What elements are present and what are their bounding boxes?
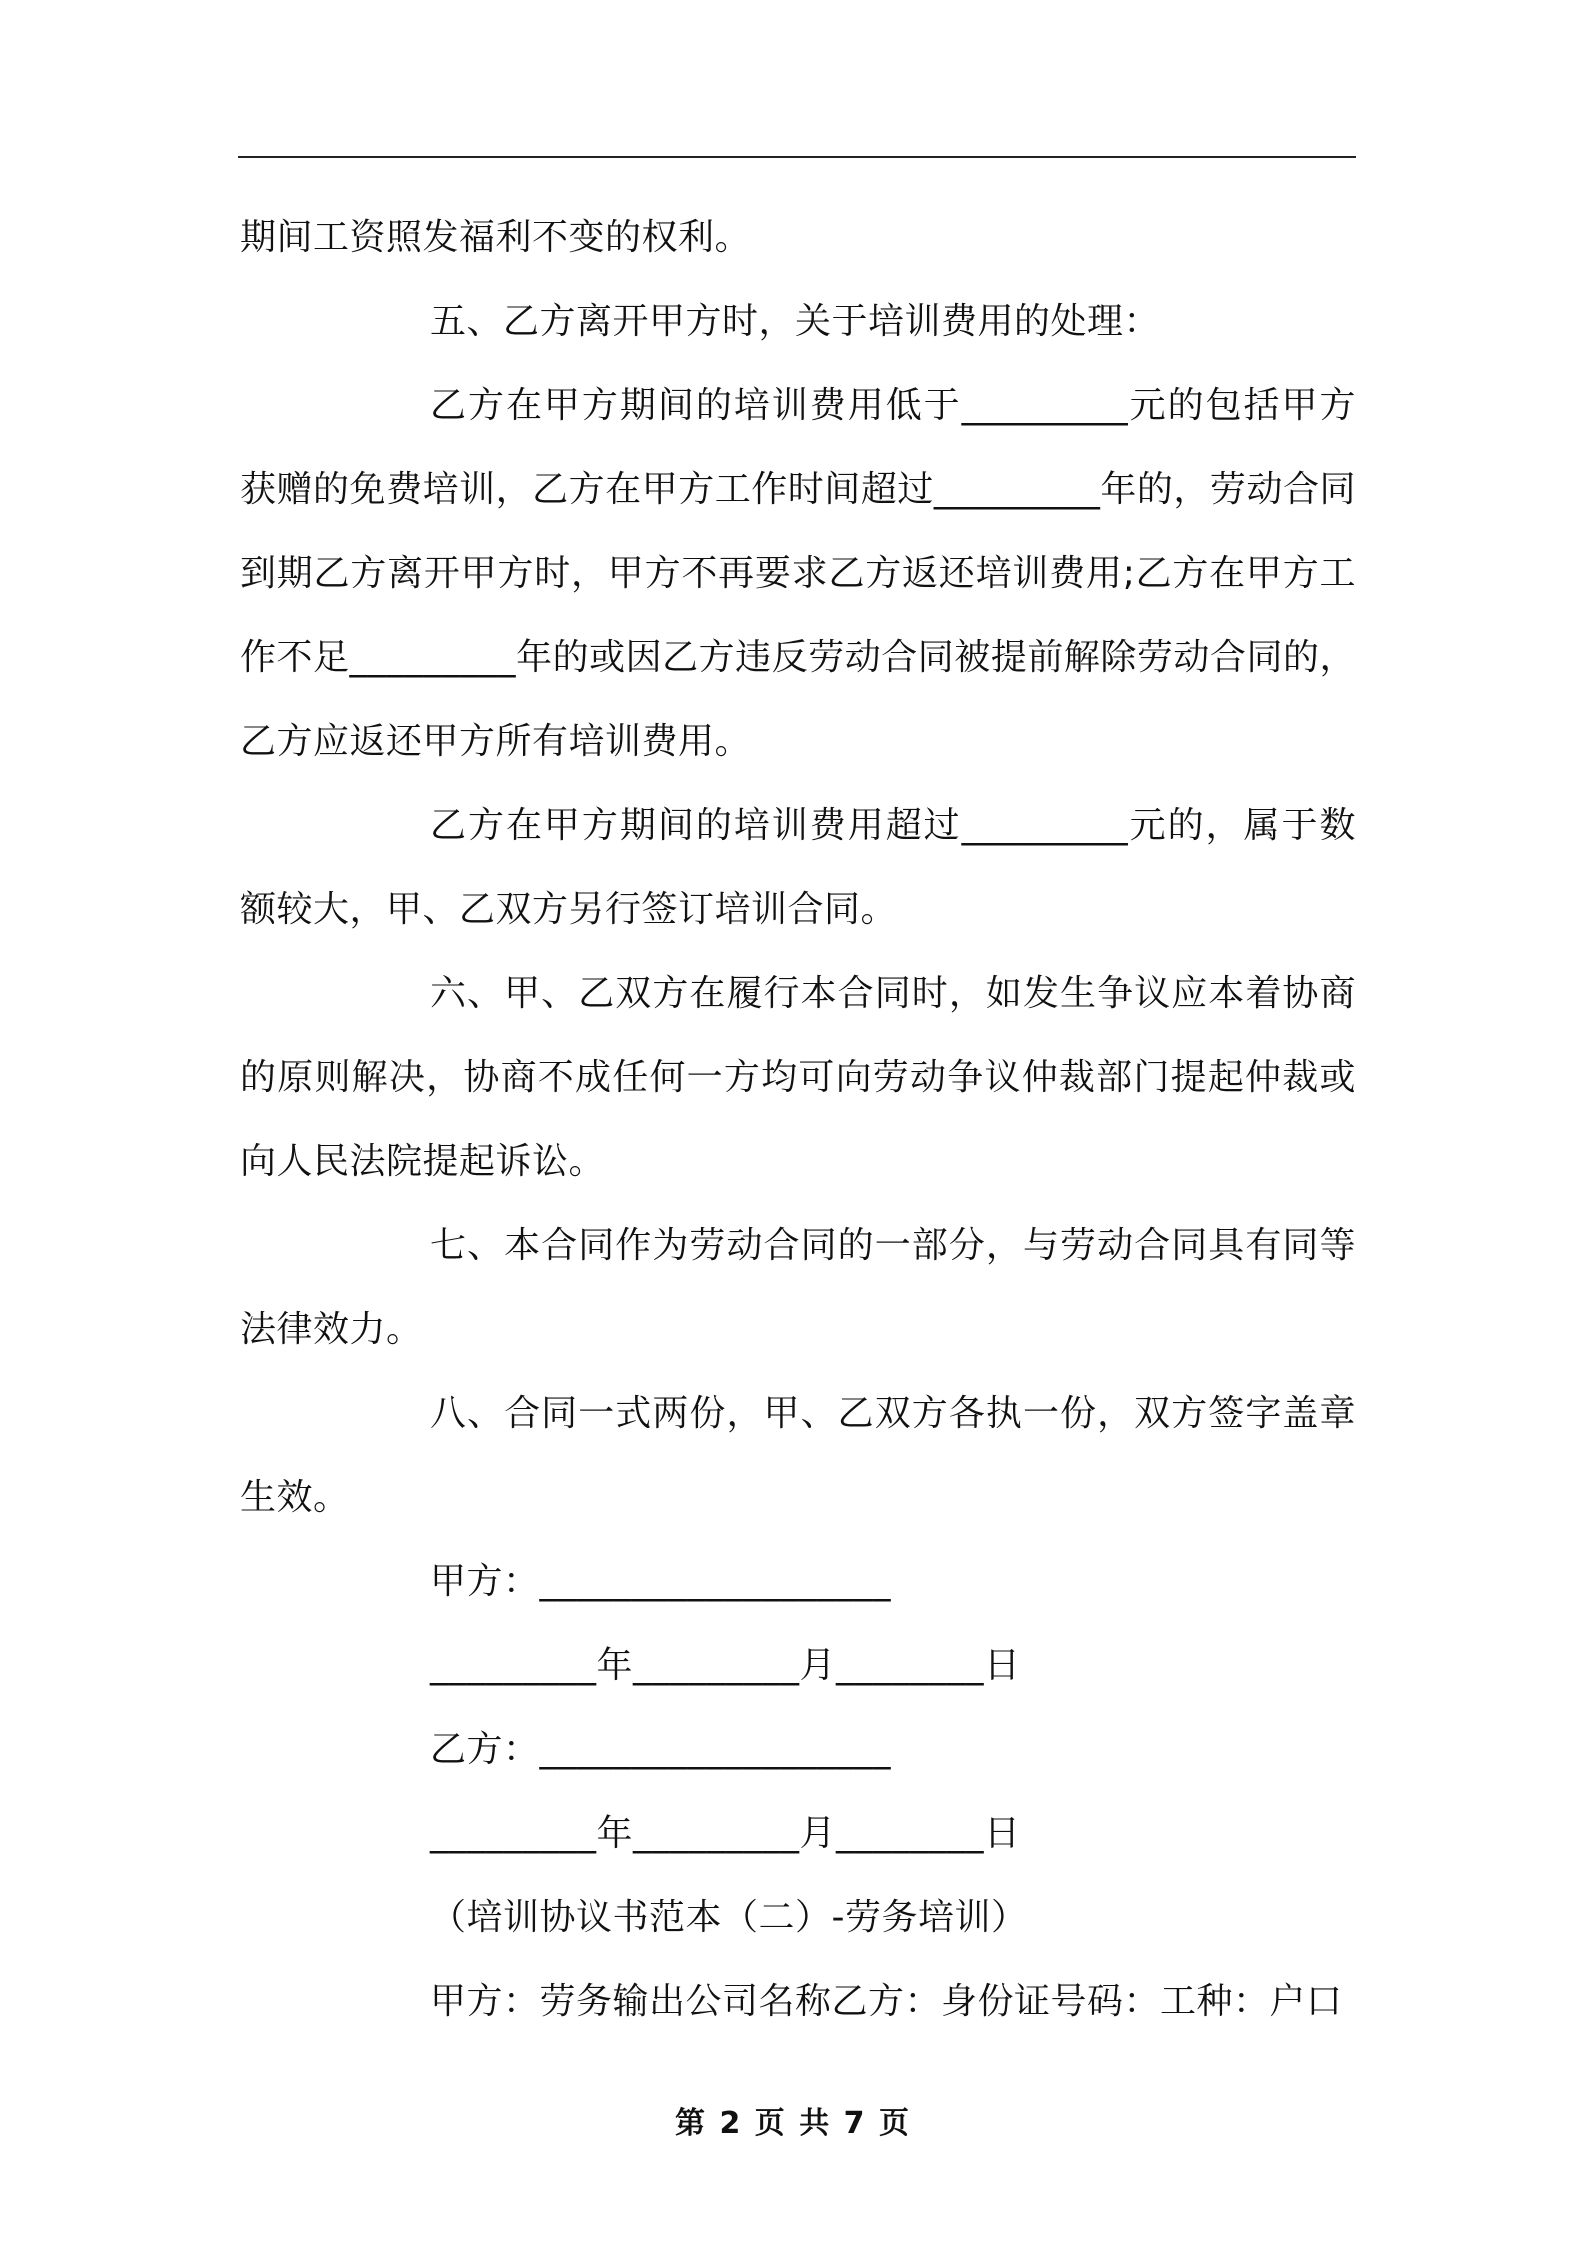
party-b-date-line: _________年_________月________日 bbox=[430, 1813, 1021, 1854]
paragraph-2: 五、乙方离开甲方时，关于培训费用的处理： bbox=[430, 301, 1161, 342]
section-heading: （培训协议书范本（二）-劳务培训） bbox=[430, 1897, 1028, 1938]
paragraph-5: 六、甲、乙双方在履行本合同时，如发生争议应本着协商的原则解决，协商不成任何一方均可向劳动争议仲裁部门提起仲裁或向人民法院提起诉讼。 bbox=[240, 973, 1356, 1182]
paragraph-4: 乙方在甲方期间的培训费用超过_________元的，属于数额较大，甲、乙双方另行签订培训合同。 bbox=[240, 805, 1356, 930]
party-a-signature-line: 甲方：___________________ bbox=[430, 1561, 892, 1602]
page-number: 第 2 页 共 7 页 bbox=[675, 2106, 911, 2141]
paragraph-6: 七、本合同作为劳动合同的一部分，与劳动合同具有同等法律效力。 bbox=[240, 1225, 1356, 1350]
paragraph-7: 八、合同一式两份，甲、乙双方各执一份，双方签字盖章生效。 bbox=[240, 1393, 1356, 1518]
party-a-date-line: _________年_________月________日 bbox=[430, 1645, 1021, 1686]
parties-info-line: 甲方：劳务输出公司名称乙方：身份证号码：工种：户口 bbox=[430, 1981, 1343, 2022]
header-rule bbox=[238, 156, 1356, 158]
paragraph-1: 期间工资照发福利不变的权利。 bbox=[240, 217, 752, 258]
party-b-signature-line: 乙方：___________________ bbox=[430, 1729, 892, 1770]
document-body bbox=[240, 196, 1356, 2044]
paragraph-3: 乙方在甲方期间的培训费用低于_________元的包括甲方获赠的免费培训，乙方在甲方工作时间超过_________年的，劳动合同到期乙方离开甲方时，甲方不再要求乙方返还培训费用;乙方在甲方工作不足_________年的或因乙方违反劳动合同被提前解除劳动合同的，乙方应返还甲方所有培训费用。 bbox=[240, 385, 1356, 762]
